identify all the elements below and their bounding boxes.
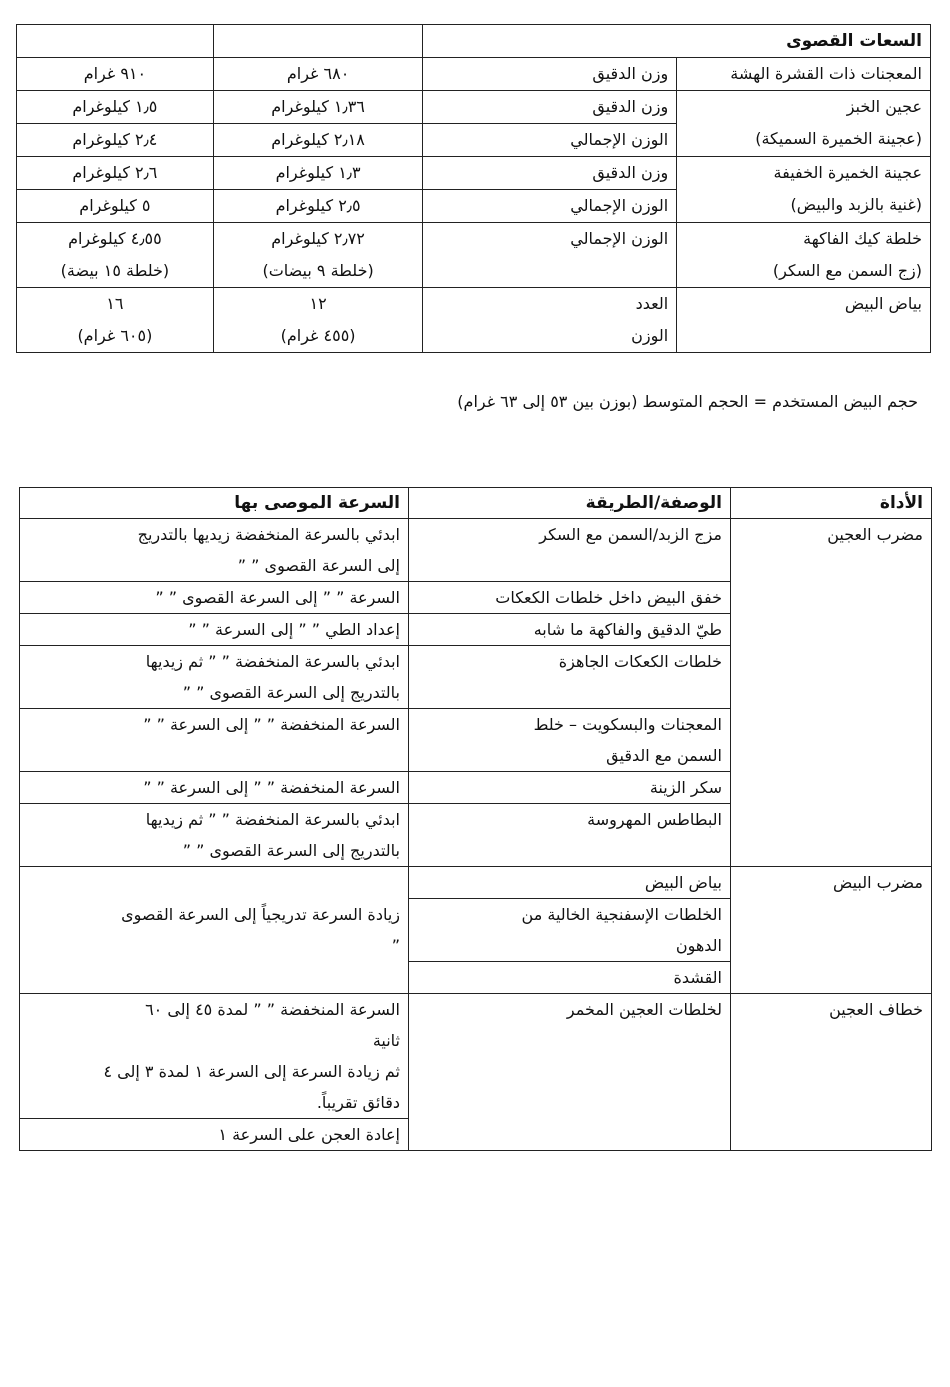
table-row: خفق البيض داخل خلطات الكعكات السرعة ” ” إلى السرعة القصوى ” ” — [20, 582, 932, 614]
table-row: خطاف العجين لخلطات العجين المخمر السرعة المنخفضة ” ” لمدة ٤٥ إلى ٦٠ ثانية ثم زيادة السرعة إلى السرعة ١ لمدة ٣ إلى ٤ دقائق تقريباً. — [20, 994, 932, 1119]
table-row: عجين الخبز (عجينة الخميرة السميكة) وزن الدقيق ١٫٣٦ كيلوغرام ١٫٥ كيلوغرام — [17, 91, 931, 124]
table-row: بياض البيض العدد الوزن ١٢ (٤٥٥ غرام) ١٦ (٦٠٥ غرام) — [17, 288, 931, 353]
speed-table — [19, 487, 932, 1151]
table-row: المعجنات ذات القشرة الهشة وزن الدقيق ٦٨٠ غرام ٩١٠ غرام — [17, 58, 931, 91]
egg-size-note: حجم البيض المستخدم = الحجم المتوسط (بوزن بين ٥٣ إلى ٦٣ غرام) — [457, 392, 918, 411]
table-row: إعادة العجن على السرعة ١ — [20, 1119, 932, 1151]
capacity-table — [16, 24, 931, 353]
table-row: الخلطات الإسفنجية الخالية من الدهون — [20, 899, 932, 962]
table-row: مضرب العجين مزج الزبد/السمن مع السكر ابدئي بالسرعة المنخفضة زيديها بالتدريج إلى السرعة القصوى ” ” — [20, 519, 932, 582]
table-row: خلطات الكعكات الجاهزة ابدئي بالسرعة المنخفضة ” ” ثم زيديها بالتدريج إلى السرعة القصوى ” ” — [20, 646, 932, 709]
table-row: الوزن الإجمالي ٢٫١٨ كيلوغرام ٢٫٤ كيلوغرام — [17, 124, 931, 157]
table-row: خلطة كيك الفاكهة (زج السمن مع السكر) الوزن الإجمالي ٢٫٧٢ كيلوغرام (خلطة ٩ بيضات) ٤٫٥٥ كيلوغرام (خلطة ١٥ بيضة) — [17, 223, 931, 288]
table-row: عجينة الخميرة الخفيفة (غنية بالزبد والبيض) وزن الدقيق ١٫٣ كيلوغرام ٢٫٦ كيلوغرام — [17, 157, 931, 190]
table-row: الوزن الإجمالي ٢٫٥ كيلوغرام ٥ كيلوغرام — [17, 190, 931, 223]
table-row: سكر الزينة السرعة المنخفضة ” ” إلى السرعة ” ” — [20, 772, 932, 804]
table-header: الأداة الوصفة/الطريقة السرعة الموصى بها — [20, 488, 932, 519]
table-row: طيّ الدقيق والفاكهة ما شابه إعداد الطي ” ” إلى السرعة ” ” — [20, 614, 932, 646]
table-row: المعجنات والبسكويت – خلط السمن مع الدقيق السرعة المنخفضة ” ” إلى السرعة ” ” — [20, 709, 932, 772]
table-row: القشدة — [20, 962, 932, 994]
table-row: البطاطس المهروسة ابدئي بالسرعة المنخفضة ” ” ثم زيديها بالتدريج إلى السرعة القصوى ” ” — [20, 804, 932, 867]
table-row: مضرب البيض بياض البيض زيادة السرعة تدريجياً إلى السرعة القصوى ” — [20, 867, 932, 899]
capacity-title: السعات القصوى — [423, 25, 931, 58]
